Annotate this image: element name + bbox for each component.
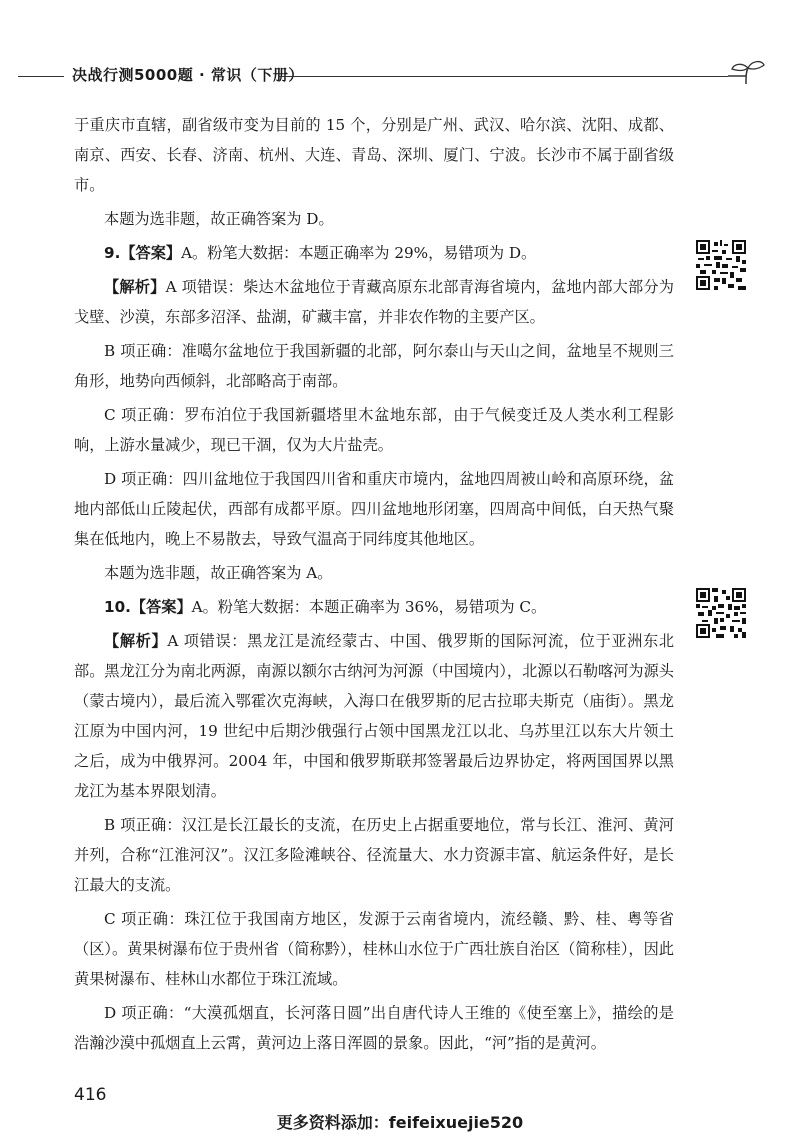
analysis-label: 【解析】: [104, 278, 166, 296]
q9-analysis-c: C 项正确：罗布泊位于我国新疆塔里木盆地东部，由于气候变迁及人类水利工程影响，上游水量减少，现已干涸，仅为大片盐壳。: [74, 406, 674, 454]
header-rule-right: [278, 76, 728, 77]
q10-answer: [74, 592, 674, 622]
page-number: 416: [74, 1085, 107, 1105]
header-rule-left: [18, 76, 64, 77]
q9-analysis-d: D 项正确：四川盆地位于我国四川省和重庆市境内，盆地四周被山岭和高原环绕，盆地内部低山丘陵起伏，西部有成都平原。四川盆地地形闭塞，四周高中间低，白天热气聚集在低地内，晚上不易散去，导致气温高于同纬度其他地区。: [74, 470, 674, 548]
answer-label: 【答案】: [130, 598, 192, 616]
q9-analysis-a: [74, 272, 674, 332]
q9-analysis-b: B 项正确：准噶尔盆地位于我国新疆的北部，阿尔泰山与天山之间，盆地呈不规则三角形，地势向西倾斜，北部略高于南部。: [74, 342, 674, 390]
paragraph-conclusion-q9: 本题为选非题，故正确答案为 A。: [104, 564, 333, 582]
q10-analysis-c: C 项正确：珠江位于我国南方地区，发源于云南省境内，流经赣、黔、桂、粤等省（区）。黄果树瀑布位于贵州省（简称黔），桂林山水位于广西壮族自治区（简称桂），因此黄果树瀑布、桂林山水都位于珠江流域。: [74, 910, 674, 988]
q10-analysis-d: D 项正确：“大漠孤烟直，长河落日圆”出自唐代诗人王维的《使至塞上》，描绘的是浩瀚沙漠中孤烟直上云霄，黄河边上落日浑圆的景象。因此，“河”指的是黄河。: [74, 1004, 674, 1052]
q9-answer: [74, 238, 674, 268]
analysis-label: 【解析】: [104, 632, 168, 650]
page-body: [74, 110, 674, 1062]
sprout-icon: [726, 58, 770, 88]
q10-number: 10.: [104, 598, 131, 616]
q9-number: 9.: [104, 244, 121, 262]
book-title: 决战行测5000题 · 常识（下册）: [72, 66, 304, 84]
q9-analysis-a-text: A 项错误：柴达木盆地位于青藏高原东北部青海省境内，盆地内部大部分为戈壁、沙漠，东部多沼泽、盐湖，矿藏丰富，并非农作物的主要产区。: [74, 278, 674, 326]
q10-analysis-a-text: A 项错误：黑龙江是流经蒙古、中国、俄罗斯的国际河流，位于亚洲东北部。黑龙江分为南北两源，南源以额尔古纳河为河源（中国境内），北源以石勒喀河为源头（蒙古境内），最后流入鄂霍次克海峡，入海口在俄罗斯的尼古拉耶夫斯克（庙街）。黑龙江原为中国内河，19 世纪中后期沙俄强行占领中国黑龙江以北、乌苏里江以东大片领土之后，成为中俄界河。2004 年，中国和俄罗斯联邦签署最后边界协定，将两国国界以黑龙江为基本界限划清。: [74, 632, 675, 800]
answer-label: 【答案】: [120, 244, 182, 262]
q9-answer-text: A。粉笔大数据：本题正确率为 29%，易错项为 D。: [181, 244, 537, 262]
running-header: [0, 58, 800, 98]
qr-code-icon[interactable]: [696, 240, 746, 290]
footer-note: 更多资料添加：feifeixuejie520: [276, 1113, 524, 1132]
q10-answer-text: A。粉笔大数据：本题正确率为 36%，易错项为 C。: [191, 598, 547, 616]
paragraph-continued: 于重庆市直辖，副省级市变为目前的 15 个，分别是广州、武汉、哈尔滨、沈阳、成都、南京、西安、长春、济南、杭州、大连、青岛、深圳、厦门、宁波。长沙市不属于副省级市。: [74, 116, 674, 194]
paragraph-conclusion-q8: 本题为选非题，故正确答案为 D。: [104, 210, 334, 228]
q10-analysis-a: [74, 626, 674, 806]
q10-analysis-b: B 项正确：汉江是长江最长的支流，在历史上占据重要地位，常与长江、淮河、黄河并列，合称“江淮河汉”。汉江多险滩峡谷、径流量大、水力资源丰富、航运条件好，是长江最大的支流。: [74, 816, 674, 894]
qr-code-icon[interactable]: [696, 588, 746, 638]
